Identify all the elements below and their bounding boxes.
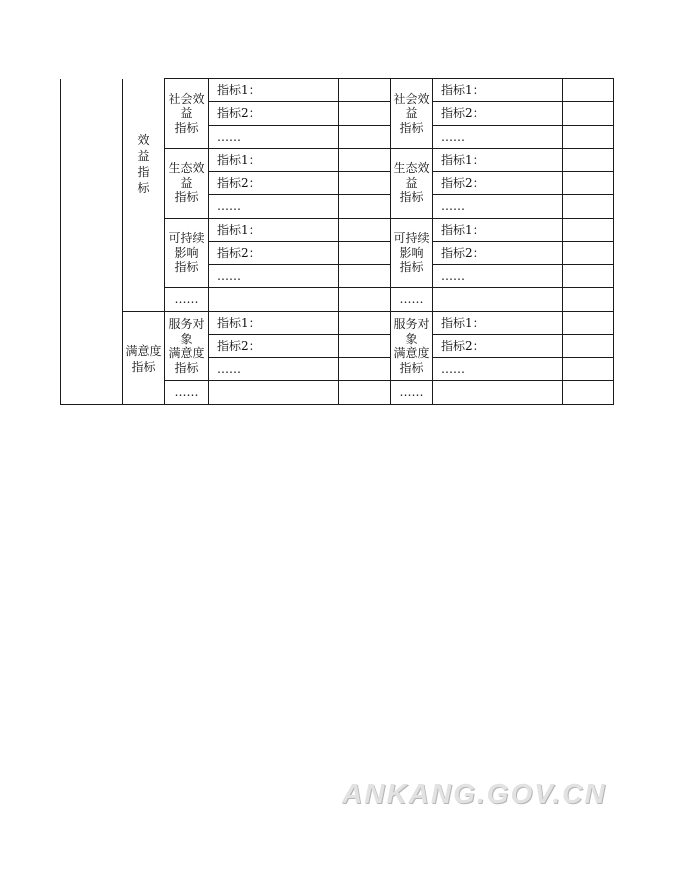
indicator-value-cell	[339, 288, 391, 311]
ecological-benefit-indicators-label: 生态效益 指标	[165, 148, 209, 218]
indicator-value-cell	[563, 102, 614, 125]
indicator-value-cell	[563, 265, 614, 288]
indicator-value-cell	[339, 265, 391, 288]
sustainable-impact-indicators-label: 可持续影响 指标	[165, 218, 209, 288]
indicator-value-cell	[339, 79, 391, 102]
other-satisfaction-indicators-label: ……	[391, 381, 433, 404]
indicator-table	[60, 78, 614, 405]
table-row	[61, 311, 614, 334]
indicator-name-cell: 指标1：	[433, 218, 563, 241]
table-row	[61, 79, 614, 102]
service-recipient-satisfaction-label: 服务对象 满意度指标	[391, 311, 433, 381]
indicator-name-cell: ……	[433, 195, 563, 218]
other-satisfaction-indicators-label: ……	[165, 381, 209, 404]
ecological-benefit-indicators-label: 生态效益 指标	[391, 148, 433, 218]
indicator-name-cell: 指标1：	[209, 218, 339, 241]
indicator-name-cell: 指标1：	[209, 148, 339, 171]
indicator-value-cell	[339, 148, 391, 171]
other-benefit-indicators-label: ……	[391, 288, 433, 311]
watermark-text: ANKANG.GOV.CN	[342, 778, 607, 809]
indicator-name-cell: ……	[209, 125, 339, 148]
indicator-name-cell: 指标1：	[209, 311, 339, 334]
service-recipient-satisfaction-label: 服务对象 满意度指标	[165, 311, 209, 381]
indicator-name-cell: 指标1：	[209, 79, 339, 102]
indicator-value-cell	[563, 125, 614, 148]
indicator-name-cell	[433, 381, 563, 404]
indicator-name-cell	[209, 288, 339, 311]
indicator-value-cell	[339, 195, 391, 218]
indicator-name-cell	[209, 381, 339, 404]
indicator-value-cell	[339, 218, 391, 241]
indicator-value-cell	[339, 381, 391, 404]
indicator-value-cell	[339, 125, 391, 148]
benefit-indicators-category	[123, 79, 165, 312]
indicator-name-cell: 指标2：	[433, 241, 563, 264]
indicator-name-cell: ……	[433, 125, 563, 148]
indicator-value-cell	[563, 195, 614, 218]
indicator-value-cell	[339, 311, 391, 334]
indicator-name-cell: 指标2：	[433, 172, 563, 195]
indicator-value-cell	[339, 358, 391, 381]
indicator-name-cell: 指标2：	[209, 102, 339, 125]
indicator-value-cell	[563, 148, 614, 171]
indicator-name-cell	[433, 288, 563, 311]
indicator-name-cell: 指标2：	[209, 241, 339, 264]
indicator-value-cell	[339, 172, 391, 195]
indicator-value-cell	[563, 358, 614, 381]
other-benefit-indicators-label: ……	[165, 288, 209, 311]
satisfaction-indicators-category: 满意度指标	[123, 311, 165, 404]
benefit-indicators-label: 效益指标	[137, 132, 150, 195]
indicator-name-cell: 指标1：	[433, 148, 563, 171]
indicator-value-cell	[563, 288, 614, 311]
indicator-name-cell: 指标1：	[433, 79, 563, 102]
social-benefit-indicators-label: 社会效益 指标	[391, 79, 433, 149]
indicator-name-cell: 指标2：	[433, 334, 563, 357]
indicator-name-cell: ……	[433, 265, 563, 288]
indicator-value-cell	[563, 334, 614, 357]
indicator-value-cell	[339, 241, 391, 264]
indicator-value-cell	[563, 218, 614, 241]
indicator-name-cell: ……	[433, 358, 563, 381]
indicator-value-cell	[339, 102, 391, 125]
indicator-value-cell	[563, 172, 614, 195]
indicator-name-cell: 指标2：	[433, 102, 563, 125]
indicator-name-cell: ……	[209, 195, 339, 218]
indicator-value-cell	[563, 381, 614, 404]
indicator-name-cell: 指标2：	[209, 334, 339, 357]
indicator-value-cell	[563, 311, 614, 334]
continued-category-cell	[61, 79, 123, 405]
indicator-name-cell: 指标1：	[433, 311, 563, 334]
indicator-value-cell	[563, 241, 614, 264]
indicator-name-cell: ……	[209, 358, 339, 381]
indicator-value-cell	[339, 334, 391, 357]
indicator-name-cell: 指标2：	[209, 172, 339, 195]
indicator-name-cell: ……	[209, 265, 339, 288]
sustainable-impact-indicators-label: 可持续影响 指标	[391, 218, 433, 288]
social-benefit-indicators-label: 社会效益 指标	[165, 79, 209, 149]
indicator-value-cell	[563, 79, 614, 102]
